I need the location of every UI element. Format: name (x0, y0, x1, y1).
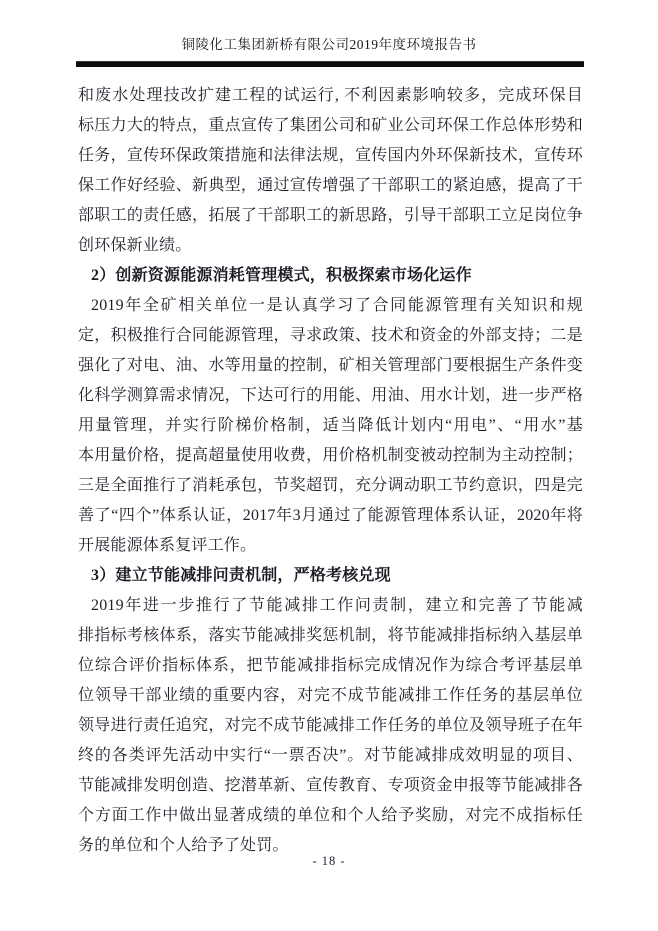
body-text-line: 位领导干部业绩的重要内容，对完不成节能减排工作任务的基层单位 (78, 687, 583, 704)
body-text-line: 任务，宣传环保政策措施和法律法规，宣传国内外环保新技术，宣传环 (78, 147, 583, 164)
body-text-line: 三是全面推行了消耗承包，节奖超罚，充分调动职工节约意识，四是完 (78, 477, 583, 494)
body-text-line: 强化了对电、油、水等用量的控制，矿相关管理部门要根据生产条件变 (78, 357, 583, 374)
body-text-line: 位综合评价指标体系，把节能减排指标完成情况作为综合考评基层单 (78, 657, 583, 674)
body-text-line: 化科学测算需求情况，下达可行的用能、用油、用水计划，进一步严格 (78, 387, 583, 404)
page-number: - 18 - (312, 854, 346, 868)
header-rule (76, 61, 584, 67)
body-text-line: 部职工的责任感，拓展了干部职工的新思路，引导干部职工立足岗位争 (78, 207, 583, 224)
section-heading-line: 2）创新资源能源消耗管理模式，积极探索市场化运作 (91, 267, 472, 284)
body-text-line: 善了“四个”体系认证，2017年3月通过了能源管理体系认证，2020年将 (78, 507, 583, 524)
section-heading-line: 3）建立节能减排问责机制，严格考核兑现 (91, 567, 391, 584)
body-text-line: 个方面工作中做出显著成绩的单位和个人给予奖励，对完不成指标任 (78, 807, 583, 824)
body-text-line: 务的单位和个人给予了处罚。 (78, 837, 289, 854)
body-text-line: 2019年进一步推行了节能减排工作问责制，建立和完善了节能减 (91, 597, 583, 614)
body-text-line: 和废水处理技改扩建工程的试运行, 不利因素影响较多，完成环保目 (78, 87, 583, 104)
body-text-line: 标压力大的特点，重点宣传了集团公司和矿业公司环保工作总体形势和 (78, 117, 583, 134)
page-footer (0, 854, 658, 869)
header-title: 铜陵化工集团新桥有限公司2019年度环境报告书 (181, 37, 477, 52)
body-text-line: 2019年全矿相关单位一是认真学习了合同能源管理有关知识和规 (91, 297, 583, 314)
body-text-line: 节能减排发明创造、挖潜革新、宣传教育、专项资金申报等节能减排各 (78, 777, 583, 794)
body-text-line: 开展能源体系复评工作。 (78, 537, 257, 554)
body-text-line: 排指标考核体系，落实节能减排奖惩机制，将节能减排指标纳入基层单 (78, 627, 583, 644)
body-text-line: 保工作好经验、新典型，通过宣传增强了干部职工的紧迫感，提高了干 (78, 177, 583, 194)
body-text-line: 用量管理，并实行阶梯价格制，适当降低计划内“用电”、“用水”基 (78, 417, 583, 434)
body-text-line: 领导进行责任追究，对完不成节能减排工作任务的单位及领导班子在年 (78, 717, 583, 734)
body-text-line: 终的各类评先活动中实行“一票否决”。对节能减排成效明显的项目、 (78, 747, 583, 764)
body-text-line: 本用量价格，提高超量使用收费，用价格机制变被动控制为主动控制； (78, 447, 583, 464)
body-text-line: 创环保新业绩。 (78, 237, 192, 254)
body-text-line: 定，积极推行合同能源管理，寻求政策、技术和资金的外部支持；二是 (78, 327, 583, 344)
body-lines (78, 81, 583, 861)
